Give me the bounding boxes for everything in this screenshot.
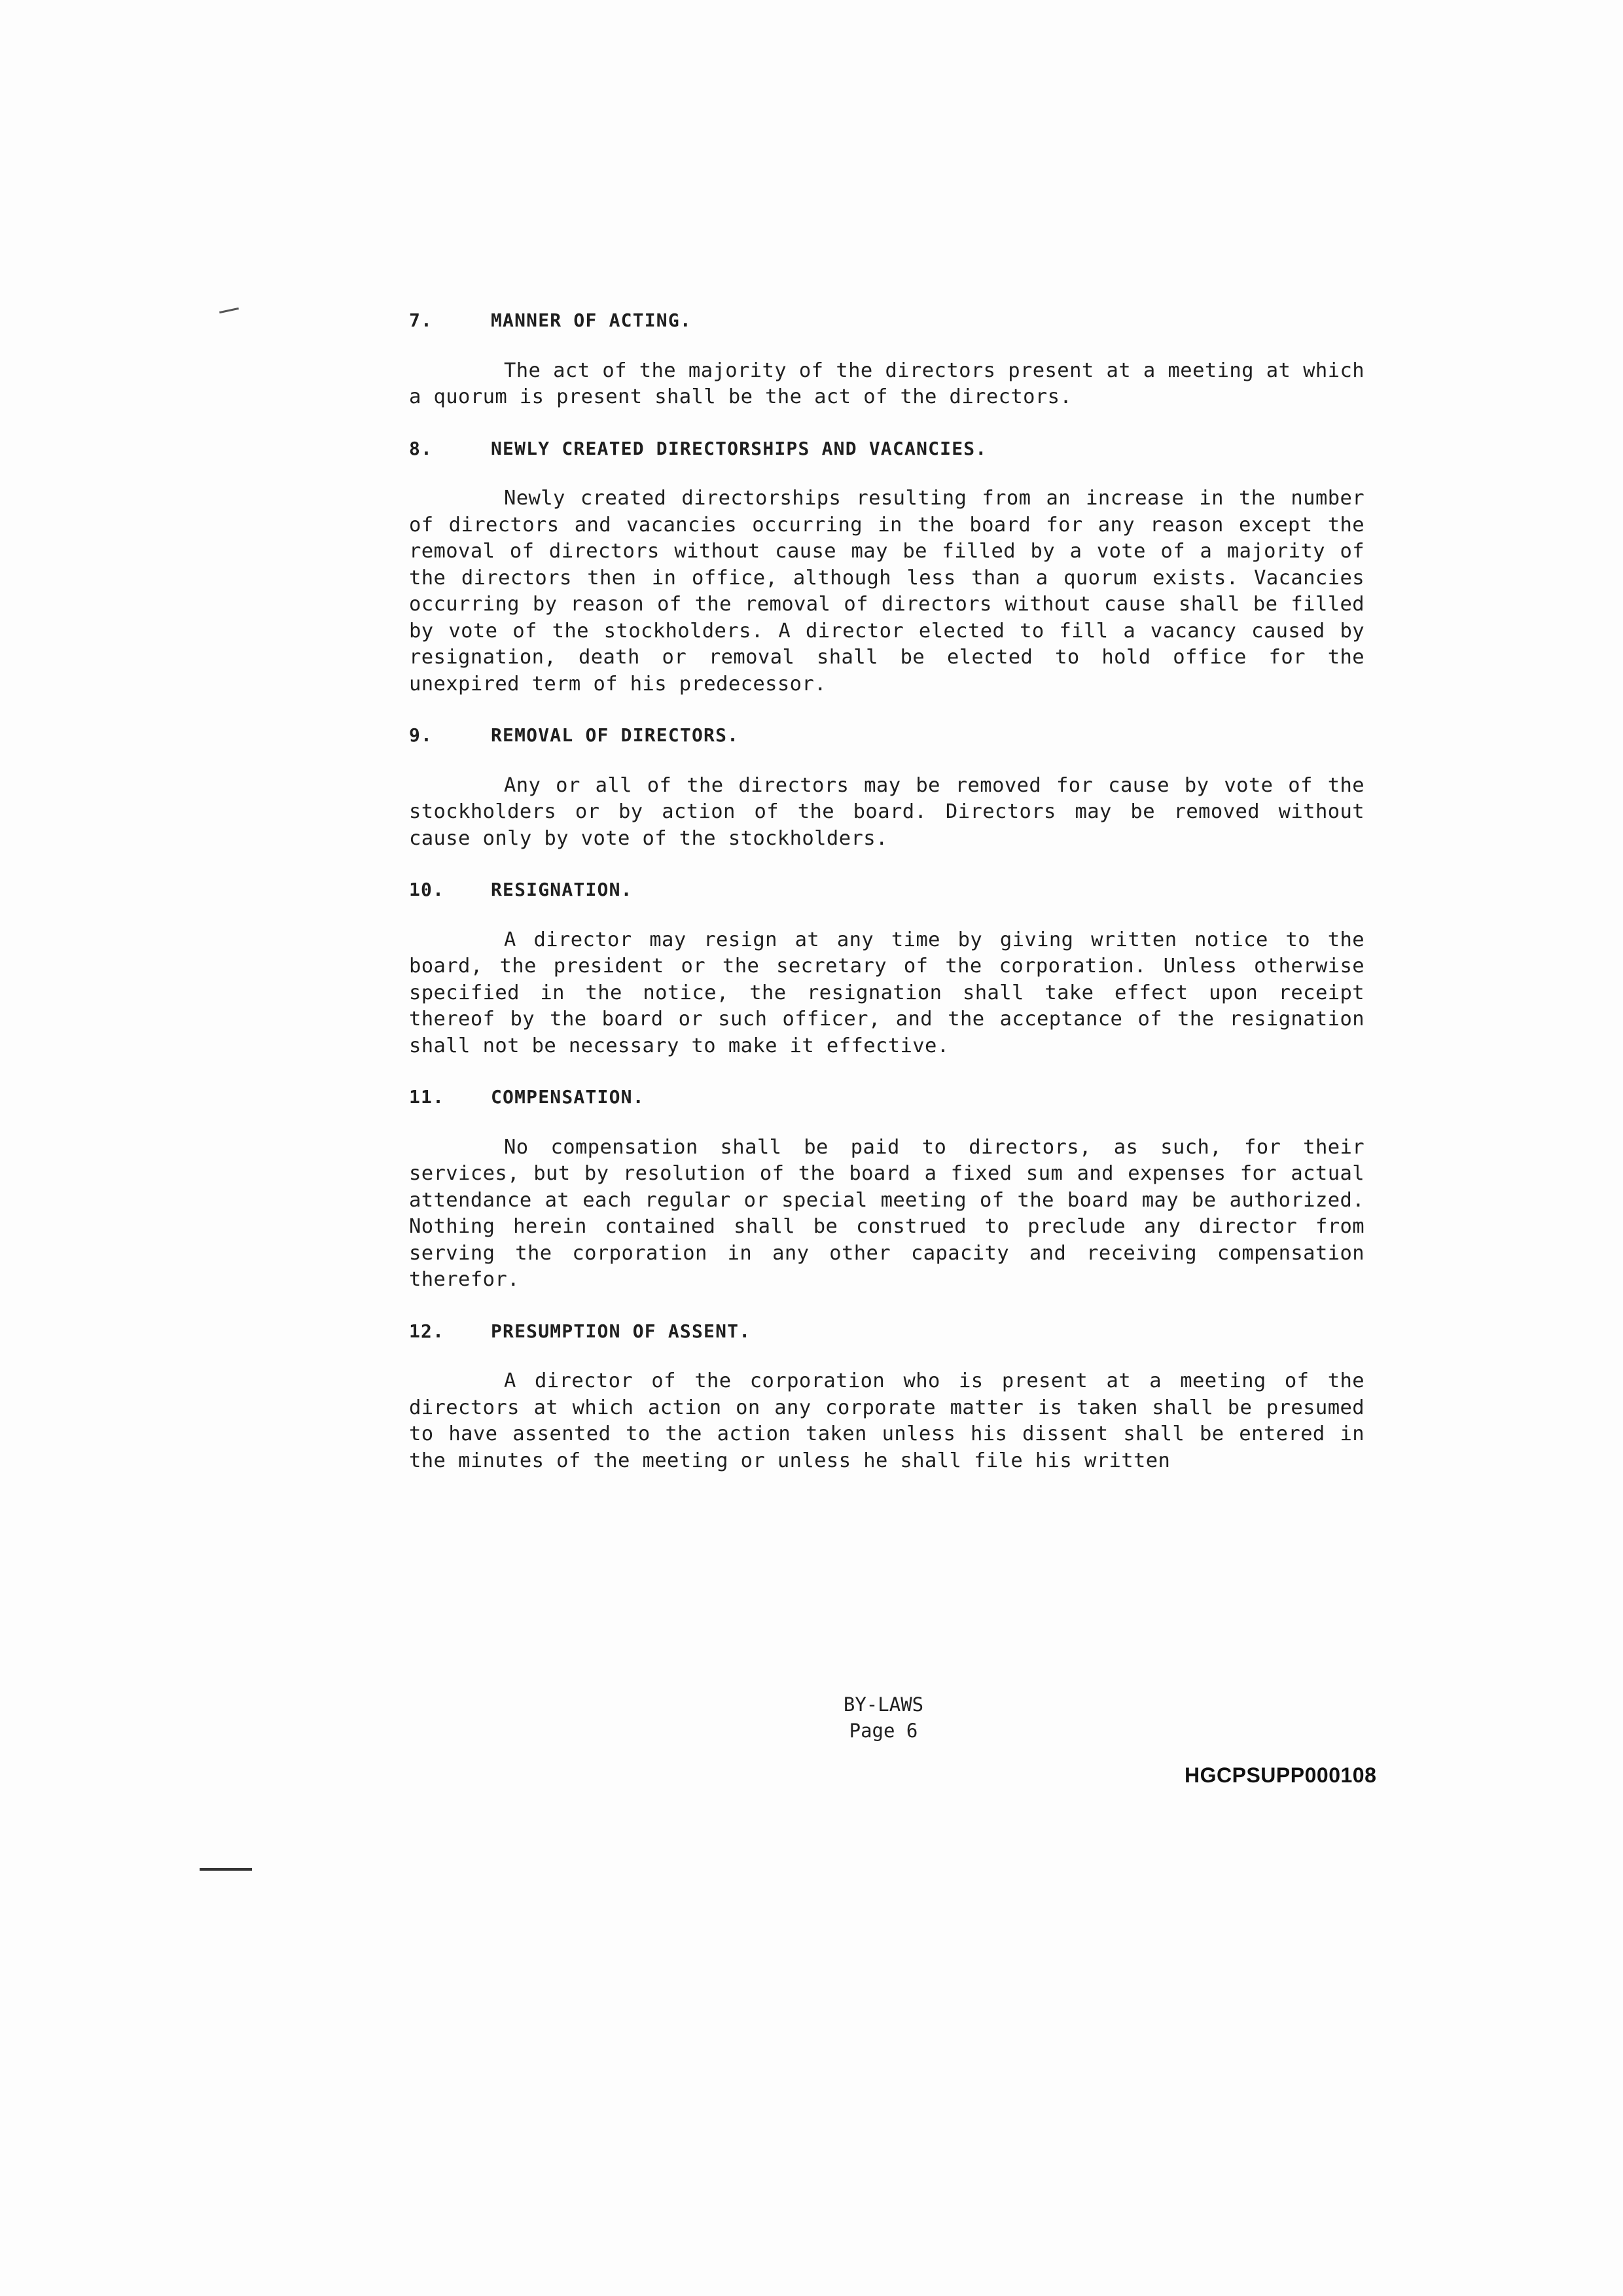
section-paragraph: Any or all of the directors may be removed for cause by vote of the stockholders or by action of the board. Directors may be removed without cause only by vote of the stockholders. bbox=[409, 773, 1364, 850]
section-number: 9. bbox=[409, 724, 433, 746]
section-8 bbox=[409, 436, 1364, 698]
section-title: MANNER OF ACTING. bbox=[491, 309, 692, 331]
footer-page-number: Page 6 bbox=[849, 1720, 918, 1742]
section-number: 10. bbox=[409, 879, 445, 900]
section-number: 12. bbox=[409, 1320, 445, 1342]
section-heading bbox=[409, 877, 1364, 904]
section-number: 11. bbox=[409, 1086, 445, 1108]
section-paragraph: No compensation shall be paid to directors, as such, for their services, but by resolution of the board a fixed sum and expenses for actual attendance at each regular or special meeting of the board may be authorized. Nothing herein contained shall be construed to preclude any director from serving the corporation in any other capacity and receiving compensation therefor. bbox=[409, 1135, 1364, 1291]
section-title: NEWLY CREATED DIRECTORSHIPS AND VACANCIES. bbox=[491, 437, 988, 459]
section-heading bbox=[409, 436, 1364, 463]
section-title: COMPENSATION. bbox=[491, 1086, 645, 1108]
footer-doc-title: BY-LAWS bbox=[843, 1693, 924, 1716]
section-heading bbox=[409, 722, 1364, 749]
section-title: REMOVAL OF DIRECTORS. bbox=[491, 724, 740, 746]
section-title: RESIGNATION. bbox=[491, 879, 633, 900]
section-number: 7. bbox=[409, 309, 433, 331]
section-number: 8. bbox=[409, 437, 433, 459]
section-10 bbox=[409, 877, 1364, 1059]
section-heading bbox=[409, 1084, 1364, 1111]
section-heading bbox=[409, 308, 1364, 334]
section-12 bbox=[409, 1318, 1364, 1475]
section-7 bbox=[409, 308, 1364, 411]
bylaws-body bbox=[409, 308, 1364, 1499]
page-footer bbox=[785, 1691, 982, 1744]
section-11 bbox=[409, 1084, 1364, 1294]
bates-number: HGCPSUPP000108 bbox=[1185, 1763, 1377, 1787]
section-paragraph: A director of the corporation who is present at a meeting of the directors at which action on any corporate matter is taken shall be presumed to have assented to the action taken unless his dissent shall be entered in the minutes of the meeting or unless he shall file his written bbox=[409, 1369, 1364, 1472]
section-paragraph: The act of the majority of the directors present at a meeting at which a quorum is present shall be the act of the directors. bbox=[409, 359, 1364, 408]
section-9 bbox=[409, 722, 1364, 852]
section-paragraph: Newly created directorships resulting from an increase in the number of directors and vacancies occurring in the board for any reason except the removal of directors without cause may be filled by a vote of a majority of the directors then in office, although less than a quorum exists. Vacancies occurring by reason of the removal of directors without cause shall be filled by vote of the stockholders. A director elected to fill a vacancy caused by resignation, death or removal shall be elected to hold office for the unexpired term of his predecessor. bbox=[409, 487, 1364, 696]
section-paragraph: A director may resign at any time by giving written notice to the board, the president or the secretary of the corporation. Unless otherwise specified in the notice, the resignation shall take effect upon receipt thereof by the board or such officer, and the acceptance of the resignation shall not be necessary to make it effective. bbox=[409, 928, 1364, 1057]
section-title: PRESUMPTION OF ASSENT. bbox=[491, 1320, 751, 1342]
section-heading bbox=[409, 1318, 1364, 1345]
scan-artifact-mark bbox=[200, 1868, 252, 1871]
scan-artifact-mark bbox=[219, 308, 239, 313]
